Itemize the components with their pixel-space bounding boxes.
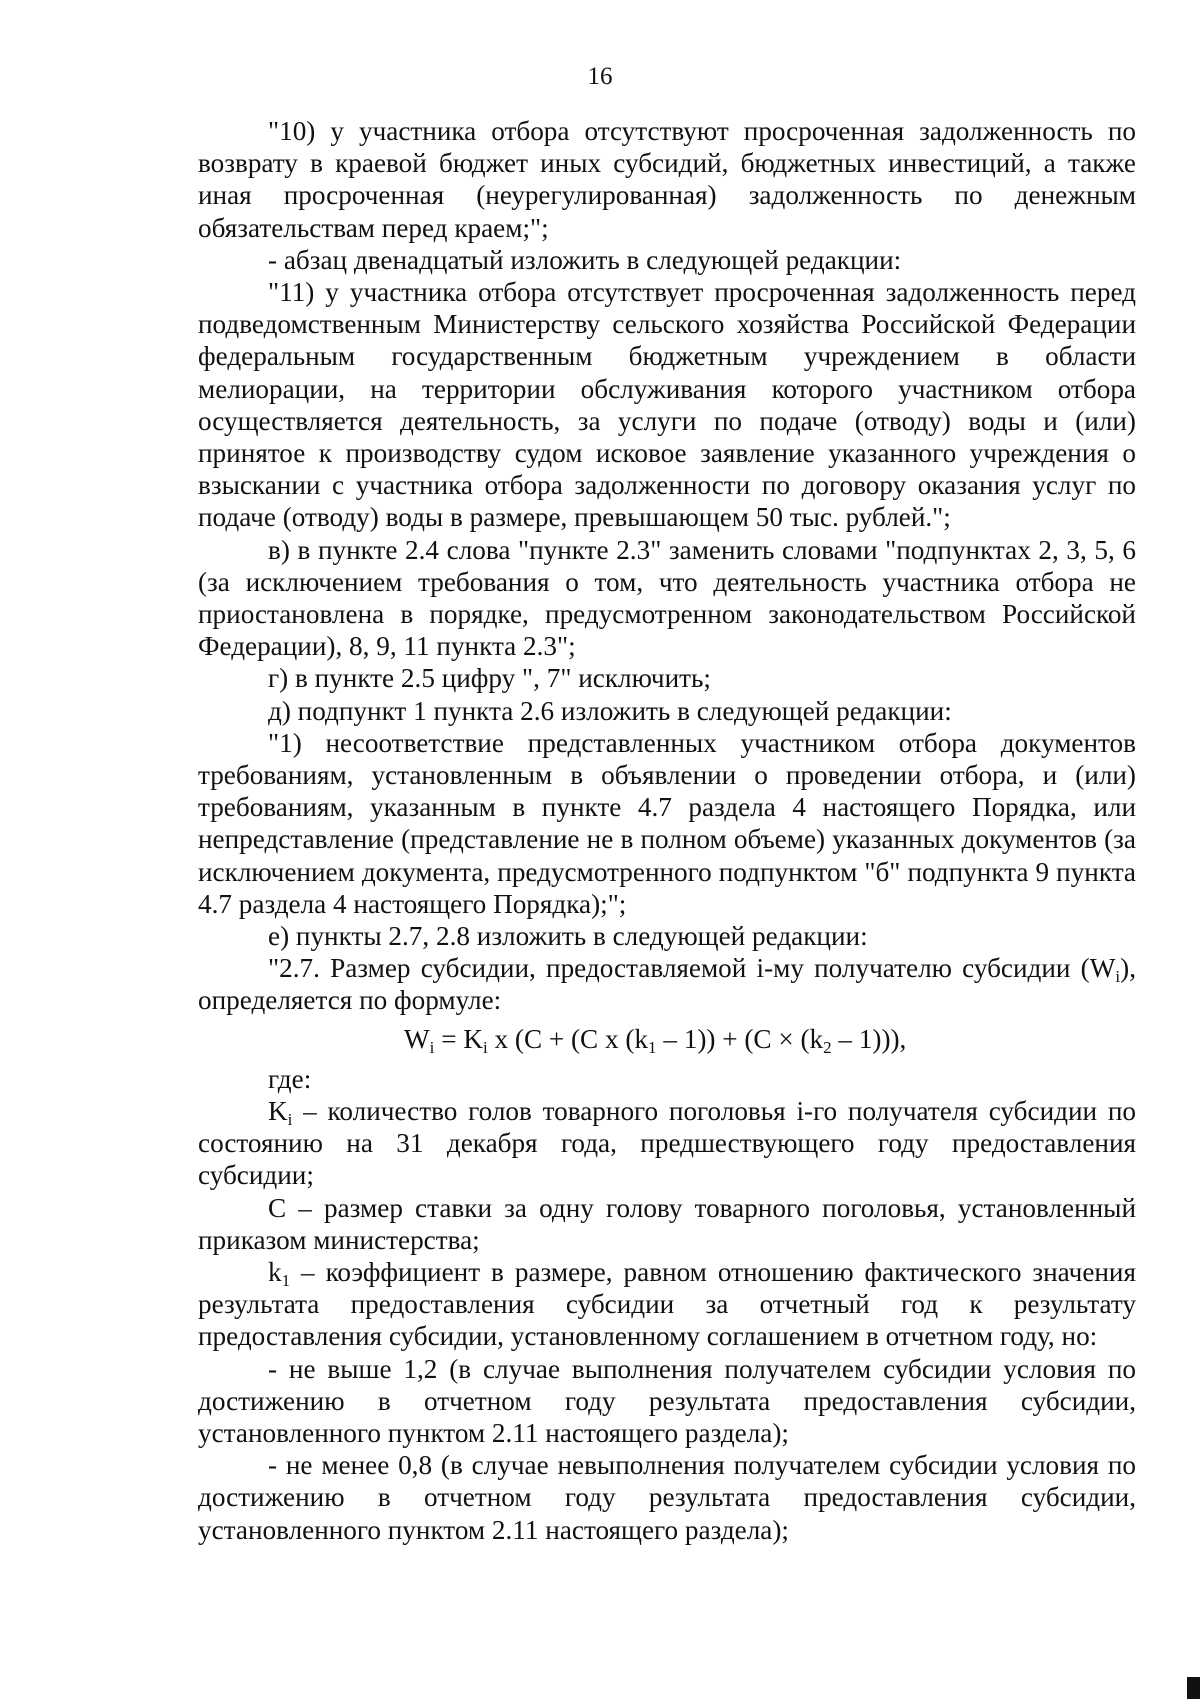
formula-k1-subscript: 1 [648, 1037, 657, 1057]
document-body [198, 115, 1136, 1546]
definition-k-symbol: K [268, 1095, 288, 1126]
definition-k1-symbol: k [268, 1256, 282, 1287]
paragraph-instruction-twelfth: - абзац двенадцатый изложить в следующей редакции: [268, 244, 902, 275]
paragraph-item-11: "11) у участника отбора отсутствует просроченная задолженность перед подведомственным Министерству сельского хозяйства Российской Федерации федеральным государственным бюджетным учреждением в области мелиорации, на территории обслуживания которого участником отбора осуществляется деятельность, за услуги по подаче (отводу) воды и (или) принятое к производству судом исковое заявление указанного учреждения о взыскании с участника отбора задолженности по договору оказания услуг по подаче (отводу) воды в размере, превышающем 50 тыс. рублей."; [198, 277, 1136, 533]
paragraph-2-7 [198, 952, 1136, 1016]
bullet-not-below-0-8: - не менее 0,8 (в случае невыполнения получателем субсидии условия по достижению в отчетном году результата предоставления субсидии, установленного пунктом 2.11 настоящего раздела); [198, 1450, 1136, 1545]
scan-edge-mark [1187, 1677, 1200, 1699]
paragraph-where: где: [268, 1063, 312, 1094]
paragraph-g-point-2-5: г) в пункте 2.5 цифру ", 7" исключить; [268, 663, 711, 694]
paragraph-item-1: "1) несоответствие представленных участником отбора документов требованиям, установленным в объявлении о проведении отбора, и (или) требованиям, указанным в пункте 4.7 раздела 4 настоящего Порядка, или непредставление (представление не в полном объеме) указанных документов (за исключением документа, предусмотренного подпунктом "б" подпункта 9 пункта 4.7 раздела 4 настоящего Порядка);"; [198, 727, 1136, 919]
paragraph-item-10: "10) у участника отбора отсутствуют просроченная задолженность по возврату в краевой бюджет иных субсидий, бюджетных инвестиций, а также иная просроченная (неурегулированная) задолженность по денежным обязательствам перед краем;"; [198, 116, 1136, 243]
definition-c: С – размер ставки за одну голову товарного поголовья, установленный приказом министерства; [198, 1192, 1136, 1255]
formula-k2-subscript: 2 [823, 1037, 832, 1057]
formula-w-subscript: i [429, 1037, 435, 1057]
paragraph-e-points-2-7-2-8: е) пункты 2.7, 2.8 изложить в следующей редакции: [268, 921, 868, 952]
page-number: 16 [587, 63, 613, 90]
formula-w: W [404, 1023, 430, 1054]
definition-k-text: – количество голов товарного поголовья i-го получателя субсидии по состоянию на 31 декабря года, предшествующего году предоставления субсидии; [198, 1095, 1136, 1191]
bullet-not-above-1-2: - не выше 1,2 (в случае выполнения получателем субсидии условия по достижению в отчетном году результата предоставления субсидии, установленного пунктом 2.11 настоящего раздела); [198, 1353, 1136, 1448]
definition-k-subscript: i [287, 1109, 293, 1129]
paragraph-2-7-start: "2.7. Размер субсидии, предоставляемой i-му получателю субсидии (W [268, 953, 1116, 984]
definition-k1-text: – коэффициент в размере, равном отношению фактического значения результата предоставления субсидии за отчетный год к результату предоставления субсидии, установленному соглашением в отчетном году, но: [198, 1256, 1136, 1352]
paragraph-2-7-end: ), определяется по формуле: [198, 953, 1136, 1016]
paragraph-v-point-2-4: в) в пункте 2.4 слова "пункте 2.3" заменить словами "подпунктах 2, 3, 5, 6 (за исключением требования о том, что деятельность участника отбора не приостановлена в порядке, предусмотренном законодательством Российской Федерации), 8, 9, 11 пункта 2.3"; [198, 534, 1136, 662]
definition-k1 [198, 1256, 1136, 1353]
subsidy-formula [198, 1021, 1136, 1057]
formula-part-2: – 1)) + (C × (k [656, 1023, 824, 1054]
paragraph-d-point-2-6: д) подпункт 1 пункта 2.6 изложить в следующей редакции: [268, 695, 952, 726]
formula-eq-k: = K [434, 1023, 483, 1054]
formula-part-1: x (C + (C x (k [487, 1023, 649, 1054]
definition-k1-subscript: 1 [281, 1270, 291, 1290]
formula-part-3: – 1))), [831, 1023, 907, 1054]
paragraph-2-7-subscript: i [1115, 967, 1121, 987]
formula-k-subscript: i [482, 1037, 488, 1057]
definition-k [198, 1095, 1136, 1192]
